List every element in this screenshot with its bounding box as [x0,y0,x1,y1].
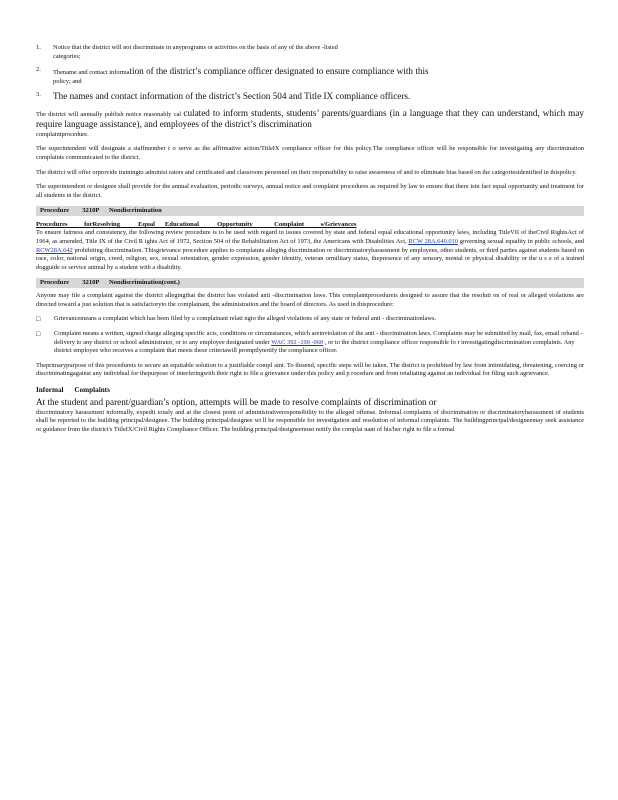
list-item-3 [36,91,584,102]
paragraph-evaluation: The superintendent or designee shall provide for the annual evaluation, periodic surveys, annual notice and complaint procedures as required by law to ensure that there isin fact equal opportunity and treatment for all students in the district. [36,183,584,199]
list-text-large: tion of the district’s compliance officer designated to ensure compliance with this [129,66,429,77]
paragraph-superintendent: The superintendent will designate a staffmember t o serve as the affirmative action/TitleIX compliance officer for this policy.The compliance officer will be responsible for investigating any discrimination complaints communicated to the district. [36,145,584,161]
checkbox-bullet-icon: □ [36,315,41,324]
list-text-large: The names and contact information of the district’s Section 504 and Title IX compliance officers. [53,91,411,102]
paragraph-primary-purpose: Theprimarypurpose of this procedureis to secure an equitable solution to a justifiable compl aint. To thisend, specific steps will be taken. The district is prohibited by law from intimidating, threatening, coercing or discriminatingagainst any individual for thepurpose of interferingwith their right to file a grievance under this policy and p rocedure and from retaliating against an individual for filing such agrievance. [36,361,584,378]
list-number: 1. [36,44,41,51]
section-heading: Procedures forResolving Equal Educational Opportunity Complaint s/Grievances [36,221,357,229]
paragraph-text-large: culated to inform students, students’ parents/guardians (in a language that they can understand, which may require language assistance), and employees of the district’s discrimination [36,107,584,130]
paragraph-text: prohibiting discrimination. Thisgrievance procedure applies to complaints alleging discrimination or discriminatoryharassment by employees, other students, or third parties against students based on race, color, national origin, creed, religion, sex, sexual orientation, gender expression, gender identity, veteran ormilitary status, thepresence of any sensory, mental or physical disability or the u s e of a trained dogguide or service animal by a student with a disability. [36,246,584,271]
list-text-tail: policy; and [53,77,82,85]
procedure-header-bar: Procedure 3210P Nondiscrimination [36,206,584,216]
document-page [36,44,584,440]
wac-link[interactable]: WAC 392 -190 -060 [271,338,324,346]
rcw-link[interactable]: RCW 28A.640.010 [408,237,458,245]
list-text: Notice that the district will not discriminate in anyprograms or activities on the basis of any of the above -listed [53,44,338,51]
bullet-text: Grievancemeans a complaint which has been filed by a complainant relati ngto the alleged violations of any state or federal anti - discriminationlaws. [54,315,437,323]
paragraph-text: complaintprocedure. [36,130,89,138]
paragraph-annual-notice [36,108,584,140]
list-text: Thename and contact informa [53,69,130,77]
paragraph-procedure [36,229,584,272]
paragraph-informal [36,397,584,434]
paragraph-training: The district will offer orprovide trainingto administ rators and certificated and classroom personnel on their responsibility to raise awareness of and to eliminate bias based on the categoriesidentified in thispolicy. [36,168,577,176]
list-number: 3. [36,91,41,99]
bullet-text: , or to the district compliance officer responsible fo r investigatingdiscrimination complaints. Any district employee who receives a complaint that meets these criteriawill promptlynotify the compliance officer. [54,338,575,355]
bullet-grievance [36,315,584,324]
procedure-header-bar-cont: Procedure 3210P Nondiscrimination(cont.) [36,278,584,288]
paragraph-text: The district will annually publish notice reasonably cal [36,110,182,118]
paragraph-text: governing sexual equality in public schools, and [457,237,584,245]
checkbox-bullet-icon: □ [36,330,41,339]
bullet-complaint [36,330,584,356]
paragraph-text-large: At the student and parent/guardian’s option, attempts will be made to resolve complaints of discrimination or [36,397,437,408]
rcw-link-2[interactable]: RCW28A.642 [36,246,73,254]
list-item-1 [36,44,584,61]
bullet-text: Complaint means a written, signed charge alleging specific acts, conditions or circumstances, which areinviolation of the anti - discrimination laws. Complaints may be submitted by mail, fax, email orhand -delivery to any district or school administrator, or to any employee designated under [54,330,583,346]
list-text-tail: categories; [53,52,81,60]
list-item-2 [36,66,584,86]
paragraph-text: To ensure fairness and consistency, the following review procedure is to be used with regard to issues covered by state and federal equal educational opportunity laws, including TitleVII of theCivil RightsAct of 1964, as amended, Title IX of the Civil R ights Act of 1972, Section 504 of the Rehabilitation Act of 1973, the Americans with Disabilities Act, [36,229,584,245]
paragraph-anyone-may-file: Anyone may file a complaint against the district allegingthat the district has violated anti -discrimination laws. This complaintprocedureis designed to assure that the resoluti on of real or alleged violations are directed toward a just solution that is satisfactoryto the complainant, the administration and the board of directors. As used in thisprocedure: [36,292,584,308]
section-heading-informal: Informal Complaints [36,386,110,395]
paragraph-text: discriminatory harassment informally, expedit iously and at the closest point of administrativeresponsibility to the alleged offense. Informal complaints of discrimination or discriminatoryharassment of students shall be reported to the building principal/designee. The building principal/designee wi ll be responsible for investigation and resolution of informal complaints. The buildingprincipal/designeemay seek assistance or guidance from the district's TitleIX/Civil Rights Compliance Officer. The building principal/designeemust notify the complai nant of his/her right to file a formal [36,408,584,433]
list-number: 2. [36,66,41,74]
